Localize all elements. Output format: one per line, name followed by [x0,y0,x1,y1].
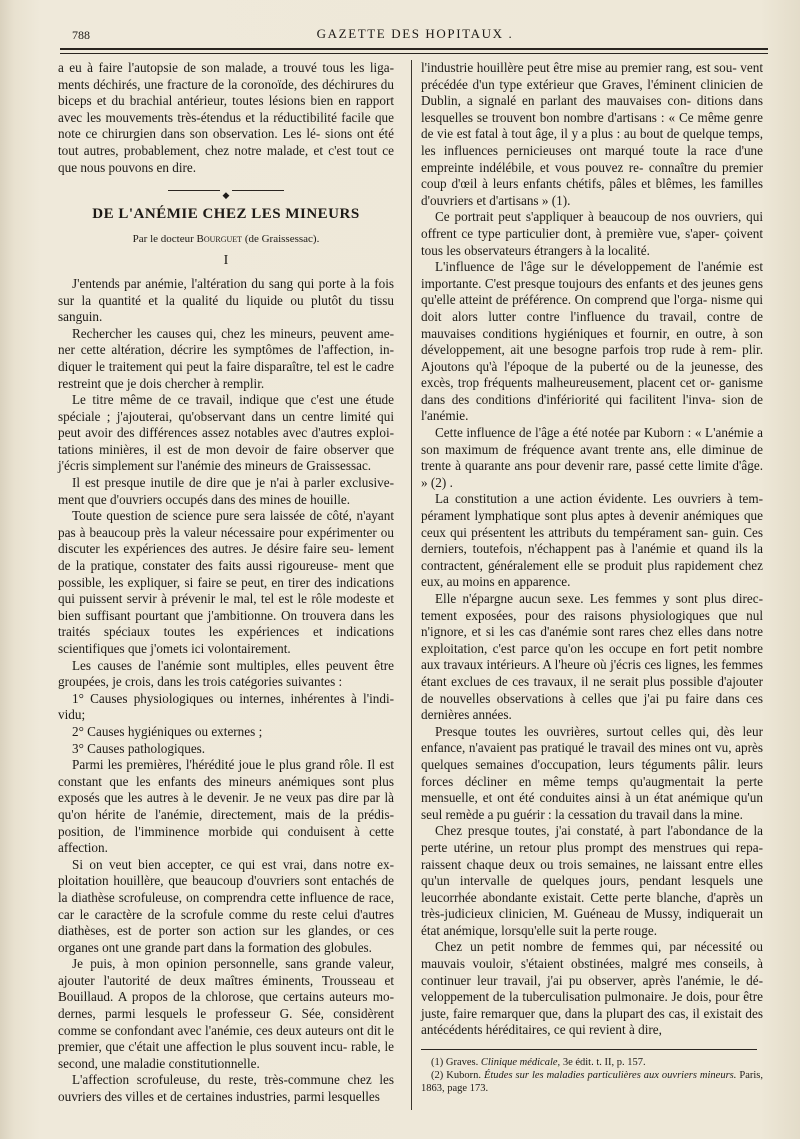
header-rule-thin [60,53,768,54]
paragraph: Les causes de l'anémie sont multiples, elles peuvent être groupées, je crois, dans les trois catégories suivantes : [58,657,394,690]
footnote-2-work: Études sur les maladies particulières aux ouvriers mineurs. [483,1070,737,1082]
footnote-2-details: Paris, 1863, page 173. [421,1070,764,1095]
section-numeral: I [223,253,229,269]
right-column [421,60,763,1095]
byline-prefix: Par le docteur [132,232,197,245]
paragraph: Chez presque toutes, j'ai constaté, à part l'abondance de la perte utérine, un retour plus prompt des menstrues qui repa- raissent chaque deux ou trois semaines, ne laissant entre elles qu'un intervalle de quelques jours, pendant lesquels une leucorrhée abondante existait. Cette perte blanche, d'après un très-judicieux clinicien, M. Guéneau de Mussy, indiquerait un état anémique, lorsqu'elle suit la perte rouge. [421,823,763,938]
byline-suffix: (de Graissessac). [242,232,320,245]
footnote-1 [421,1056,763,1069]
footnote-2-ref: (2) Kuborn. [431,1070,484,1082]
paragraph: Presque toutes les ouvrières, surtout celles qui, dès leur enfance, n'avaient pas pratiqué le travail des mines ont vu, après quelques semaines d'occupation, leurs téguments pâlir. leurs forces décliner en même temps qu'augmentait la perte mensuelle, et ont été conduites ainsi à un état anémique qu'un seul remède a pu guérir : la cessation du travail dans la mine. [421,723,763,822]
footnote-1-work: Clinique médicale, [480,1057,561,1069]
left-column [58,60,394,1106]
footnote-rule [421,1049,757,1050]
separator-ornament: ◆ [220,190,233,200]
paragraph: Rechercher les causes qui, chez les mineurs, peuvent ame- ner cette altération, décrire les symptômes de l'affection, in- diquer le traitement qui peut la faire disparaître, tel est le cadre restreint que je dois chercher à remplir. [58,325,394,391]
section-separator [58,186,394,201]
list-item: 1° Causes physiologiques ou internes, inhérentes à l'indi- vidu; [58,690,394,723]
paragraph: Ce portrait peut s'appliquer à beaucoup de nos ouvriers, qui offrent ce type particulier dont, à première vue, s'aper- çoivent tous les observateurs étrangers à la localité. [421,209,763,258]
paragraph: Je puis, à mon opinion personnelle, sans grande valeur, ajouter l'autorité de deux maîtres éminents, Trousseau et Bouillaud. A propos de la chlorose, que certains auteurs mo- dernes, parmi lesquels le professeur G. Sée, considèrent comme se confondant avec l'anémie, ces deux auteurs ont dit le premier, que c'était une affection le plus souvent incu- rable, le second, une maladie constitutionnelle. [58,956,394,1071]
author-name: Bourguet [196,232,243,245]
paragraph: Cette influence de l'âge a été notée par Kuborn : « L'anémie a son maximum de fréquence avant trente ans, elle diminue de trente à quarante ans pour devenir rare, passé cette limite d'âge. » (2) . [421,425,763,490]
page-number: 788 [72,28,90,42]
paragraph: Toute question de science pure sera laissée de côté, n'ayant pas à beaucoup près la valeur nécessaire pour expérimenter ou discuter les expériences des autres. Je désire faire seu- lement de la pratique, constater des faits aussi rigoureuse- ment que possible, les expliquer, si faire se peut, en tirer des indications qui puissent servir à prévenir le mal, tel est le rôle modeste et bien suffisant pourtant que j'ambitionne. On trouvera dans les traités spéciaux toutes les expériences et indications scientifiques que j'omets ici volontairement. [58,508,394,656]
column-divider [411,60,412,1110]
paragraph: Si on veut bien accepter, ce qui est vrai, dans notre ex- ploitation houillère, que beaucoup d'ouvriers sont entachés de la diathèse scrofuleuse, on comprendra cette influence de race, car le caractère de la scrofule comme du reste celui d'autres diathèses, est de porter son action sur les glandes, or ces organes ont une grande part dans la formation des globules. [58,856,394,955]
paragraph: l'industrie houillère peut être mise au premier rang, est sou- vent précédée d'un type extérieur que Graves, l'éminent clinicien de Dublin, a signalé en parlant des mauvaises con- ditions dans lesquelles se trouvent bon nombre d'artisans : « Ce même genre de vie est fatal à tout âge, il y a plus : au bout de quelque temps, les influences pernicieuses ont marqué toute la race d'une empreinte indélébile, et vous pouvez re- connaître du premier coup d'œil à leurs enfants chétifs, pâles et blêmes, les familles d'ouvriers et d'artisans » (1). [421,60,763,208]
byline [58,231,394,248]
article-title: DE L'ANÉMIE CHEZ LES MINEURS [92,206,360,223]
footnote-1-details: 3e édit. t. II, p. 157. [560,1057,646,1069]
paragraph: Chez un petit nombre de femmes qui, par nécessité ou mauvais vouloir, s'étaient obstinées, malgré mes conseils, à continuer leur travail, j'ai pu observer, après l'anémie, le dé- veloppement de la tuberculisation pulmonaire. Je dois, pour être juste, faire remarquer que, dans la plupart des cas, il existait des antécédents héréditaires, ce qui revient à dire, [421,939,763,1038]
header-rule [60,48,768,50]
list-item: 2° Causes hygiéniques ou externes ; [72,723,263,739]
paragraph: a eu à faire l'autopsie de son malade, a trouvé tous les liga- ments déchirés, une fracture de la coronoïde, des déchirures du biceps et du brachial antérieur, toutes lésions bien en rapport avec les mouvements très-étendus et la réductibilité facile que note ce chirurgien dans son observation. Les lé- sions ont été tout autres, probablement, chez notre malade, et c'est tout ce que nous pouvons en dire. [58,60,394,175]
paragraph: Il est presque inutile de dire que je n'ai à parler exclusive- ment que d'ouvriers occupés dans des mines de houille. [58,475,394,507]
paragraph: J'entends par anémie, l'altération du sang qui porte à la fois sur la quantité et la qualité du liquide ou plutôt du tissu sanguin. [58,275,394,325]
paragraph: Elle n'épargne aucun sexe. Les femmes y sont plus direc- tement exposées, pour des raisons physiologiques que nul n'ignore, et si les cas d'anémie sont rares chez elles dans notre exploitation, c'est parce qu'on les occupe en fort petit nombre aux travaux intérieurs. A l'heure où j'écris ces lignes, les femmes étant exclues de ces travaux, il ne serait plus possible d'ajouter de nouvelles observations à celles que j'ai pu faire dans ces dernières années. [421,591,763,723]
paragraph: Le titre même de ce travail, indique que c'est une étude spéciale ; j'ajouterai, qu'observant dans un centre limité qui peut avoir des différences assez notables avec d'autres exploi- tations minières, il est de mon devoir de faire observer que j'écris simplement sur l'anémie des mineurs de Graissessac. [58,392,394,474]
running-title: GAZETTE DES HOPITAUX . [316,26,514,41]
paragraph: L'influence de l'âge sur le développement de l'anémie est importante. C'est presque toujours des enfants et des jeunes gens qu'elle atteint de préférence. On comprend que l'orga- nisme qui doit alors lutter contre l'influence du travail, contre de mauvaises conditions hygiéniques et fournir, en outre, à son développement, ait une besogne parfois trop rude à rem- plir. Ajoutons qu'à l'époque de la puberté ou de la jeunesse, des excès, trop fréquents malheureusement, placent cet or- ganisme dans des conditions d'infériorité qui facilitent l'inva- sion de l'anémie. [421,259,763,424]
paragraph: La constitution a une action évidente. Les ouvriers à tem- pérament lymphatique sont plus aptes à devenir anémiques que ceux qui présentent les attributs du tempérament san- guin. Ces derniers, toutefois, n'échappent pas à l'anémie et quand ils la contractent, généralement elle se produit plus rapidement chez eux, au moins en apparence. [421,491,763,590]
footnote-1-ref: (1) Graves. [431,1057,481,1069]
page-header [60,22,770,44]
paragraph: Parmi les premières, l'hérédité joue le plus grand rôle. Il est constant que les enfants des mineurs anémiques sont plus exposés que les autres à le devenir. Je ne veux pas dire par là qu'on hérite de l'anémie, directement, mais de la prédis- position, de l'imminence morbide qui conduisent à cette affection. [58,757,394,856]
list-item: 3° Causes pathologiques. [72,740,206,756]
footnote-2 [421,1069,763,1095]
paragraph: L'affection scrofuleuse, du reste, très-commune chez les ouvriers des villes et de certaines industries, parmi lesquelles [58,1072,394,1105]
